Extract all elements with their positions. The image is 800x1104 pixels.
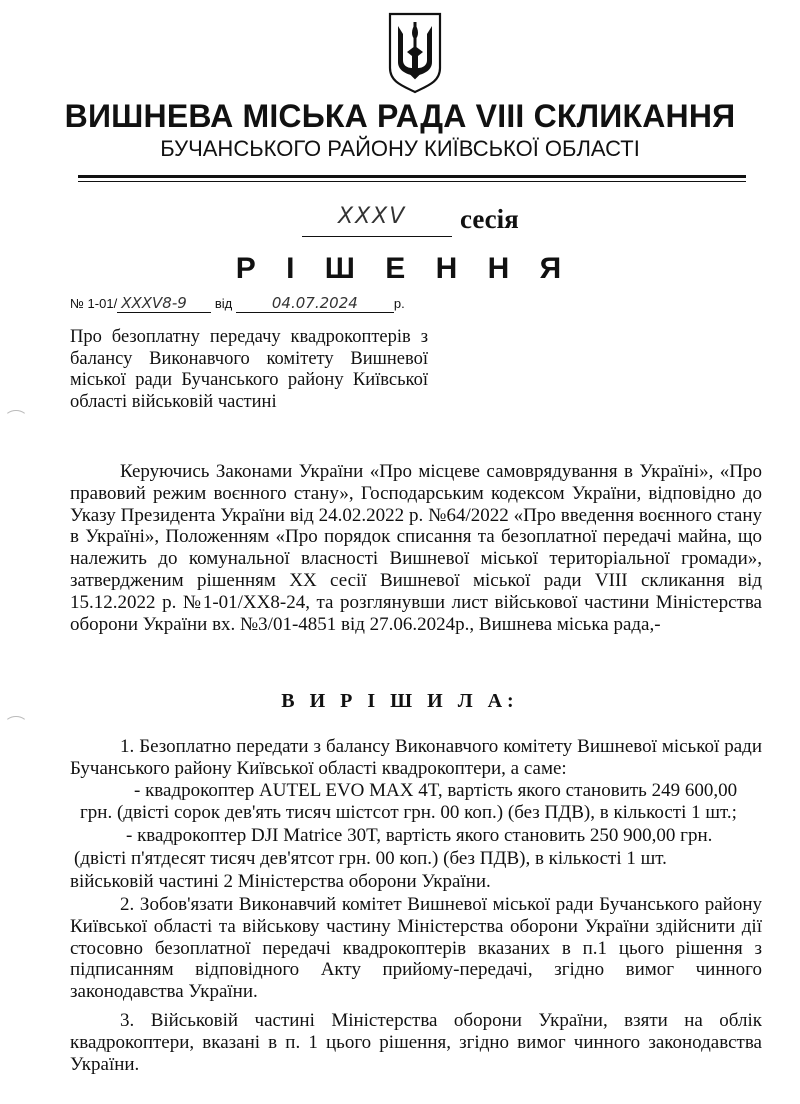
trident-coat-of-arms-icon — [387, 12, 443, 94]
registration-line — [70, 294, 405, 313]
punch-hole-mark — [4, 716, 28, 734]
resolved-heading: В И Р І Ш И Л А: — [281, 690, 519, 712]
council-district: БУЧАНСЬКОГО РАЙОНУ КИЇВСЬКОЇ ОБЛАСТІ — [160, 136, 640, 161]
header-divider-thick — [78, 175, 746, 178]
session-label: сесія — [460, 204, 519, 234]
session-number: XXXV — [338, 204, 407, 229]
handwritten-number: XXXV8-9 — [117, 294, 211, 313]
punch-hole-mark — [4, 410, 28, 428]
item-1-bullet-2-line-1: - квадрокоптер DJI Matrice 30T, вартість якого становить 250 900,00 грн. — [126, 825, 713, 846]
item-1-bullet-1-line-1: - квадрокоптер AUTEL EVO MAX 4T, вартість якого становить 249 600,00 — [134, 780, 738, 801]
header-divider-thin — [78, 181, 746, 182]
year-suffix: р. — [393, 296, 405, 311]
item-1-intro: 1. Безоплатно передати з балансу Виконавчого комітету Вишневої міської ради Бучанського району Київської області квадрокоптери, а саме: — [70, 736, 762, 779]
preamble-paragraph: Керуючись Законами України «Про місцеве самоврядування в Україні», «Про правовий режим воєнного стану», Господарським кодексом України, відповідно до Указу Президента України від 24.02.2022 р. №64/2022 «Про введення воєнного стану в Україні», Положенням «Про порядок списання та безоплатної передачі майна, що належить до комунальної власності Вишневої міської територіальної громади», затвердженим рішенням XX сесії Вишневої міської ради VIII скликання від 15.12.2022 р. №1-01/XX8-24, та розглянувши лист військової частини Міністерства оборони України вх. №3/01-4851 від 27.06.2024р., Вишнева міська рада,- — [70, 461, 762, 635]
item-1-bullet-1-line-2: грн. (двісті сорок дев'ять тисяч шістсот грн. 00 коп.) (без ПДВ), в кількості 1 шт.; — [80, 802, 737, 823]
item-1-recipient: військовій частині 2 Міністерства оборони України. — [70, 871, 491, 892]
item-2-paragraph: 2. Зобов'язати Виконавчий комітет Вишневої міської ради Бучанського району Київської області та військову частину Міністерства оборони України здійснити дії стосовно безоплатної передачі квадрокоптерів вказаних в п.1 цього рішення з підписанням відповідного Акту прийому-передачі, згідно вимог чинного законодавства України. — [70, 894, 762, 1003]
council-name: ВИШНЕВА МІСЬКА РАДА VIII СКЛИКАННЯ — [64, 98, 736, 134]
decision-title: Р І Ш Е Н Н Я — [235, 252, 573, 285]
number-prefix: № 1-01/ — [70, 296, 118, 311]
from-label: від — [214, 296, 233, 311]
handwritten-date: 04.07.2024 — [236, 294, 394, 313]
item-3-paragraph: 3. Військовій частині Міністерства оборони України, взяти на облік квадрокоптери, вказані в п. 1 цього рішення, згідно вимог чинного законодавства України. — [70, 1010, 762, 1075]
item-1-bullet-2-line-2: (двісті п'ятдесят тисяч дев'ятсот грн. 00 коп.) (без ПДВ), в кількості 1 шт. — [74, 848, 667, 869]
decision-subject: Про безоплатну передачу квадрокоптерів з балансу Виконавчого комітету Вишневої міської ради Бучанського району Київської області військовій частині — [70, 327, 428, 412]
